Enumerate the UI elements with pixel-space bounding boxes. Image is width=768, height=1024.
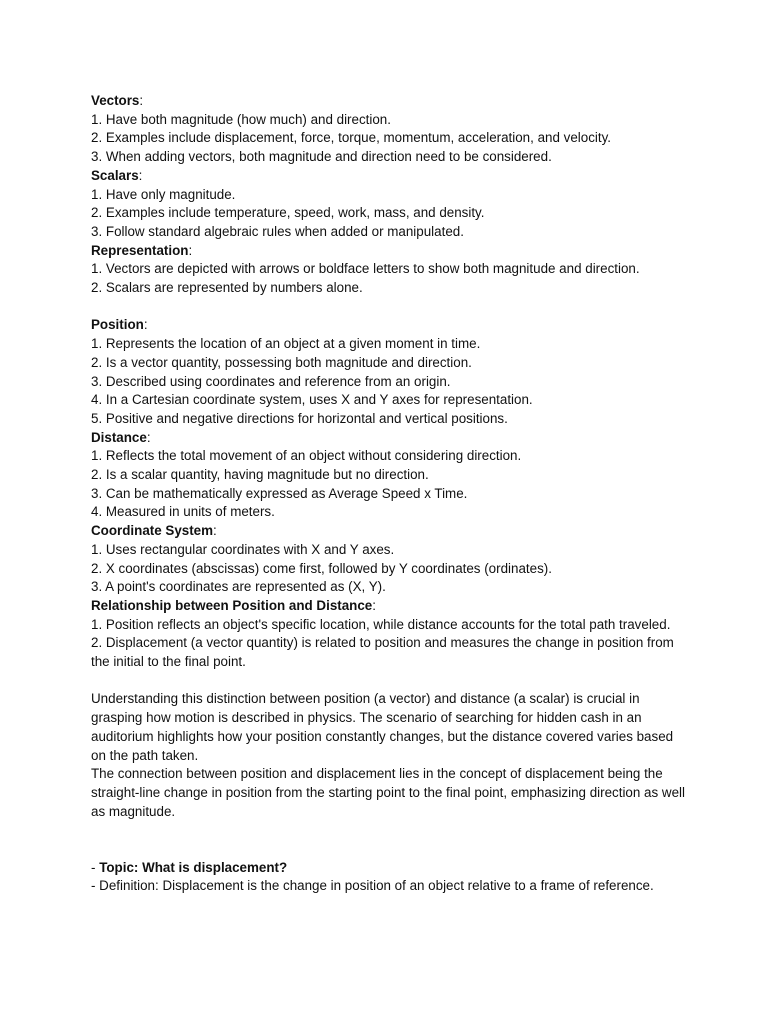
vectors-heading: Vectors: [91,93,144,108]
position-item: 3. Described using coordinates and reference from an origin. [91,373,451,389]
relationship-heading: Relationship between Position and Distance: [91,597,376,613]
vectors-item: 1. Have both magnitude (how much) and direction. [91,111,391,127]
vectors-item: 3. When adding vectors, both magnitude and direction need to be considered. [91,149,552,165]
distance-item: 1. Reflects the total movement of an object without considering direction. [91,448,522,464]
coordinate-system-item: 2. X coordinates (abscissas) come first, followed by Y coordinates (ordinates). [91,560,552,576]
scalars-item: 1. Have only magnitude. [91,186,236,202]
coordinate-system-item: 3. A point's coordinates are represented as (X, Y). [91,579,386,595]
distance-heading: Distance: [91,429,151,445]
position-item: 1. Represents the location of an object at a given moment in time. [91,336,481,352]
topic-heading: - Topic: What is displacement? [91,859,288,875]
spacer [91,672,691,691]
relationship-item: 2. Displacement (a vector quantity) is related to position and measures the change in position from the initial to the final point. [91,635,674,670]
representation-item: 2. Scalars are represented by numbers alone. [91,280,363,296]
distance-item: 4. Measured in units of meters. [91,504,275,520]
summary-paragraph: Understanding this distinction between position (a vector) and distance (a scalar) is crucial in grasping how motion is described in physics. The scenario of searching for hidden cash in an auditorium highlights how your position constantly changes, but the distance covered varies based on the path taken. [91,691,674,763]
document-page [91,92,691,896]
vectors-item: 2. Examples include displacement, force, torque, momentum, acceleration, and velocity. [91,130,612,146]
scalars-item: 3. Follow standard algebraic rules when added or manipulated. [91,223,464,239]
position-item: 4. In a Cartesian coordinate system, uses X and Y axes for representation. [91,392,533,408]
distance-item: 2. Is a scalar quantity, having magnitude but no direction. [91,467,429,483]
representation-heading: Representation: [91,242,193,258]
position-item: 5. Positive and negative directions for horizontal and vertical positions. [91,410,508,426]
position-item: 2. Is a vector quantity, possessing both magnitude and direction. [91,354,472,370]
representation-item: 1. Vectors are depicted with arrows or boldface letters to show both magnitude and direction. [91,261,640,277]
scalars-heading: Scalars: [91,167,143,183]
relationship-item: 1. Position reflects an object's specific location, while distance accounts for the total path traveled. [91,616,671,632]
position-heading: Position: [91,317,148,333]
scalars-item: 2. Examples include temperature, speed, work, mass, and density. [91,205,485,221]
topic-definition: - Definition: Displacement is the change in position of an object relative to a frame of reference. [91,878,654,894]
coordinate-system-item: 1. Uses rectangular coordinates with X and Y axes. [91,541,395,557]
spacer [91,298,691,317]
distance-item: 3. Can be mathematically expressed as Average Speed x Time. [91,485,468,501]
spacer [91,821,691,858]
summary-paragraph: The connection between position and displacement lies in the concept of displacement being the straight-line change in position from the starting point to the final point, emphasizing direction as well as magnitude. [91,766,685,819]
coordinate-system-heading: Coordinate System: [91,523,217,539]
